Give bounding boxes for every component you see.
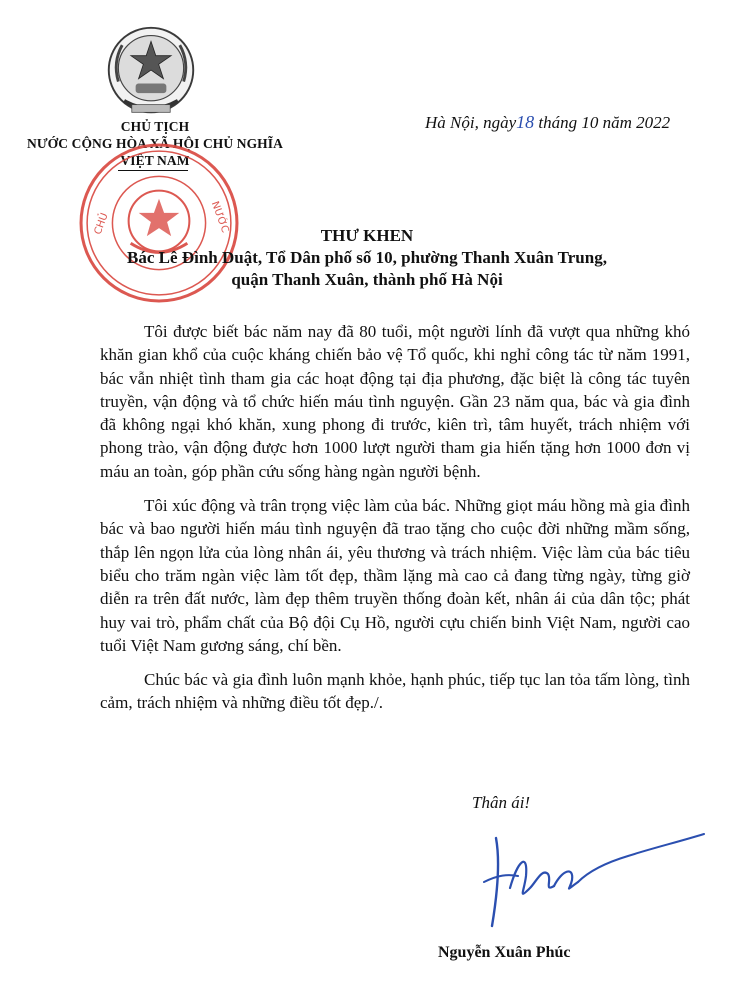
org-line-1: CHỦ TỊCH [120,119,190,134]
org-line-3: VIỆT NAM [120,153,190,168]
paragraph-2: Tôi xúc động và trân trọng việc làm của bác. Những giọt máu hồng mà gia đình bác và bao người hiến máu tình nguyện đã trao tặng cho cuộc đời những mầm sống, thắp lên ngọn lửa của lòng nhân ái, yêu thương và trách nhiệm. Việc làm của bác tiêu biểu cho trăm ngàn việc làm tốt đẹp, thầm lặng mà cao cả đang từng ngày, từng giờ diễn ra trên đất nước, làm đẹp thêm truyền thống đoàn kết, nhân ái của dân tộc; phát huy vai trò, phẩm chất của Bộ đội Cụ Hồ, người cựu chiến binh Việt Nam, người cao tuổi Việt Nam gương sáng, chí bền. [100,496,690,655]
date-suffix: tháng 10 năm 2022 [534,113,671,132]
handwritten-signature-icon [478,830,708,930]
svg-text:CHỦ: CHỦ [92,211,111,237]
national-emblem-icon [103,24,199,120]
document-title: THƯ KHEN [320,226,414,245]
paragraph-1: Tôi được biết bác năm nay đã 80 tuổi, một người lính đã vượt qua những khó khăn gian khổ của cuộc kháng chiến bảo vệ Tổ quốc, khi nghỉ công tác từ năm 1991, bác vẫn nhiệt tình tham gia các hoạt động tại địa phương, đặc biệt là công tác tuyên truyền, vận động và tổ chức hiến máu tình nguyện. Gần 23 năm qua, bác và gia đình đã không ngại khó khăn, xung phong đi trước, kiên trì, tâm huyết, trách nhiệm với phong trào, vận động được hơn 1000 lượt người tham gia hiến tặng hơn 1000 đơn vị máu an toàn, góp phần cứu sống hàng ngàn người bệnh. [100,322,690,481]
paragraph-3: Chúc bác và gia đình luôn mạnh khỏe, hạnh phúc, tiếp tục lan tỏa tấm lòng, tình cảm, trách nhiệm và những điều tốt đẹp./. [100,670,690,713]
date-day: 18 [516,112,535,132]
recipient-line-2: quận Thanh Xuân, thành phố Hà Nội [231,270,503,289]
signer-name: Nguyễn Xuân Phúc [438,944,571,961]
closing-text: Thân ái! [472,793,531,812]
svg-text:NƯỚC: NƯỚC [208,200,231,235]
recipient-line-1: Bác Lê Đình Duật, Tổ Dân phố số 10, phường Thanh Xuân Trung, [127,248,607,267]
org-line-2: NƯỚC CỘNG HÒA XÃ HỘI CHỦ NGHĨA [26,136,283,151]
date-prefix: Hà Nội, ngày [425,113,517,132]
letter-body [100,320,690,715]
date-line [425,112,670,133]
